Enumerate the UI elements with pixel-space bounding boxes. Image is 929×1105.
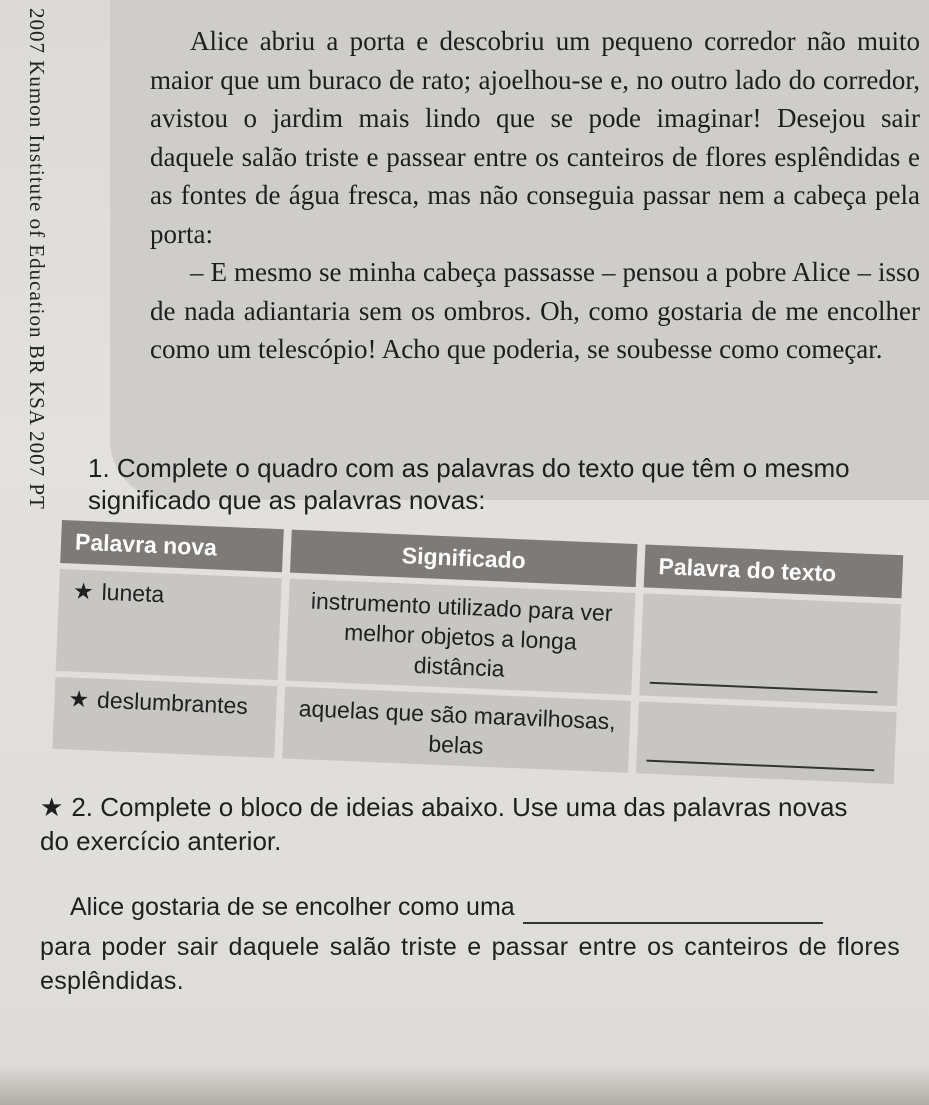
meaning-cell: aquelas que são maravilhosas, belas (282, 686, 631, 772)
answer-line (650, 682, 878, 694)
exercise-2-text: 2. Complete o bloco de ideias abaixo. Use uma das palavras novas do exercício anterior. (40, 792, 848, 856)
star-icon: ★ (40, 792, 64, 822)
idea-line-1 (40, 890, 900, 924)
star-icon: ★ (67, 685, 90, 713)
new-word: deslumbrantes (96, 686, 249, 719)
idea-block (40, 890, 900, 1004)
header-meaning: Significado (290, 530, 637, 587)
star-icon: ★ (72, 577, 95, 605)
copyright-credit: 2007 Kumon Institute of Education BR KSA 2007 PT (25, 8, 49, 510)
new-word: luneta (101, 578, 165, 608)
answer-blank[interactable] (523, 892, 823, 924)
story-text (150, 22, 920, 369)
answer-cell[interactable] (639, 593, 901, 706)
exercise-2-prompt (40, 790, 880, 858)
meaning-cell: instrumento utilizado para ver melhor objetos a longa distância (285, 579, 635, 695)
story-paragraph-1: Alice abriu a porta e descobriu um pequeno corredor não muito maior que um buraco de rato; ajoelhou-se e, no outro lado do corredor, avistou o jardim mais lindo que se pode imaginar! Desejou sair daquele salão triste e passear entre os canteiros de flores esplêndidas e as fontes de água fresca, mas não conseguia passar nem a cabeça pela porta: (150, 26, 920, 249)
idea-line-2: para poder sair daquele salão triste e passar entre os canteiros de flores esplêndidas. (40, 933, 900, 995)
idea-line-1-text: Alice gostaria de se encolher como uma (70, 893, 515, 921)
story-paragraph-2: – E mesmo se minha cabeça passasse – pensou a pobre Alice – isso de nada adiantaria sem os ombros. Oh, como gostaria de me encolher como um telescópio! Acho que poderia, se soubesse como começar. (150, 257, 920, 364)
new-word-cell (52, 677, 277, 758)
header-new-word: Palavra nova (60, 520, 284, 572)
page-shadow (0, 1065, 929, 1105)
header-text-word: Palavra do texto (644, 544, 904, 598)
answer-cell[interactable] (636, 701, 897, 784)
vocabulary-table (52, 520, 903, 784)
new-word-cell (56, 569, 282, 680)
answer-line (646, 760, 874, 772)
exercise-1-prompt: 1. Complete o quadro com as palavras do texto que têm o mesmo significado que as palavras novas: (88, 453, 850, 515)
